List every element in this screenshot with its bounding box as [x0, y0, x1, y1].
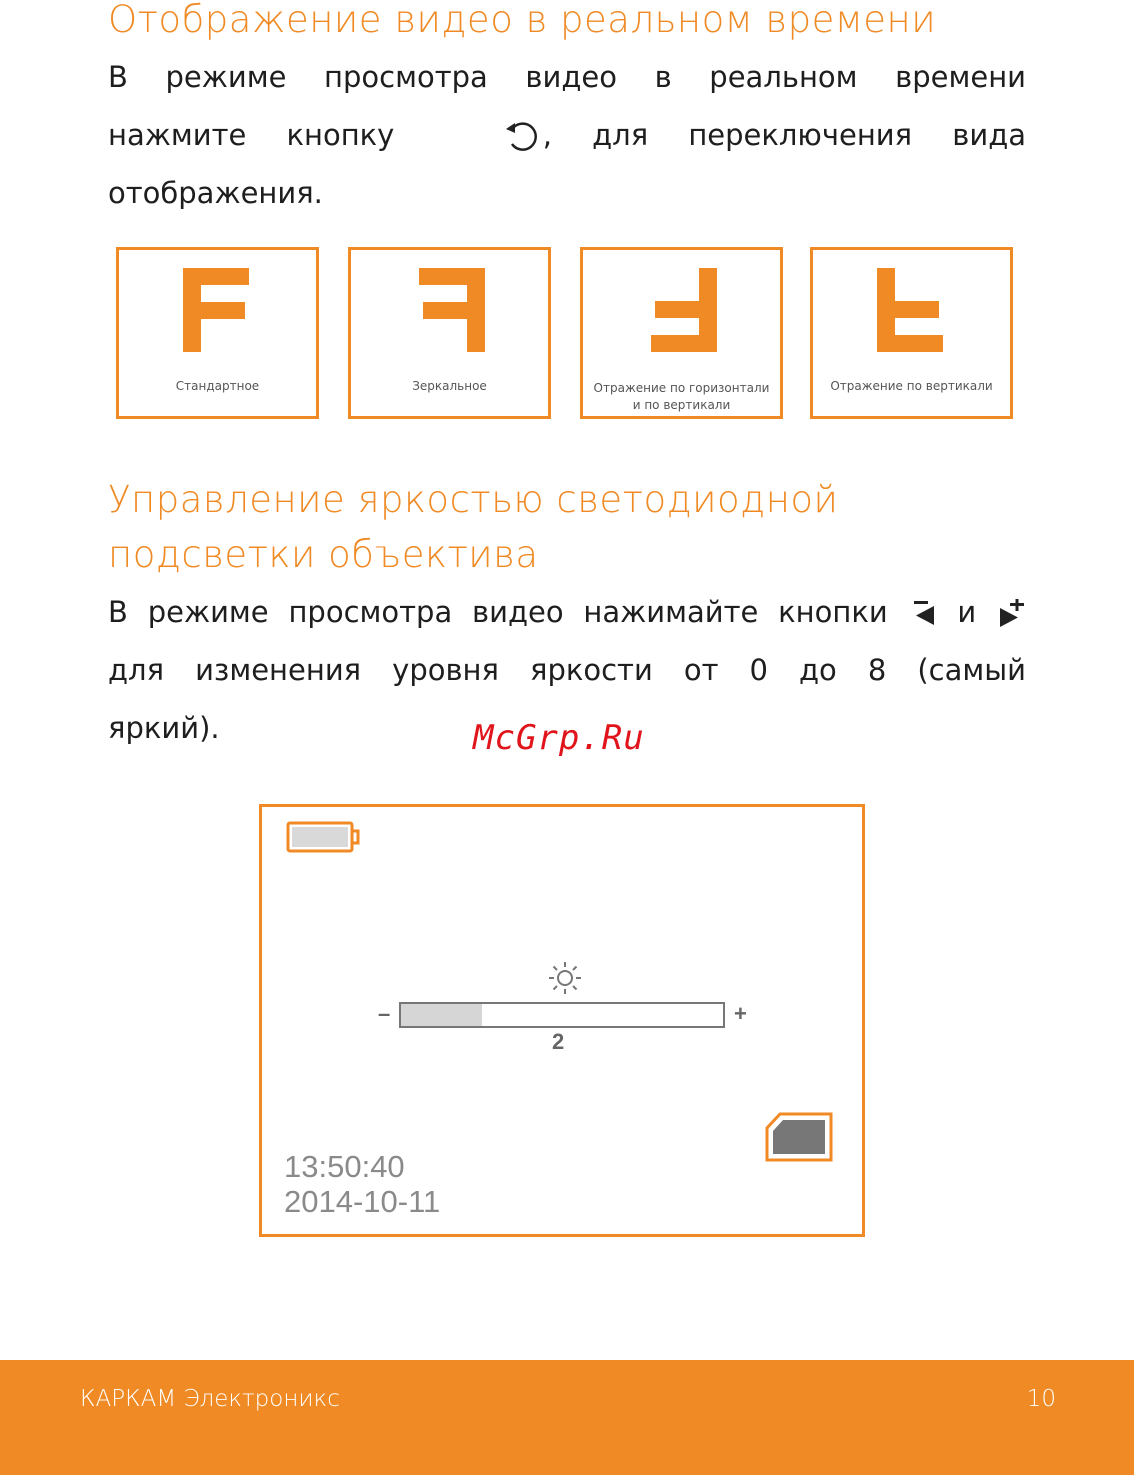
- letter-f-flip-vertical-icon: [877, 268, 947, 352]
- camera-screen: [259, 804, 865, 1237]
- page-number: 10: [1026, 1386, 1056, 1412]
- brightness-sun-icon: [547, 960, 583, 996]
- section-title-led-brightness: [108, 472, 838, 582]
- letter-f-standard-icon: [183, 268, 253, 352]
- section2-line-1: [108, 583, 1026, 641]
- mode-flip-vertical: [810, 247, 1013, 419]
- letter-f-flip-both-icon: [647, 268, 717, 352]
- rotate-icon: [503, 120, 543, 154]
- section1-line-1: В режиме просмотра видео в реальном времени: [108, 60, 1026, 94]
- section2-line-1-a: В режиме просмотра видео нажимайте кнопки: [108, 595, 888, 629]
- section1-line-2-a: нажмите кнопку: [108, 118, 395, 152]
- sd-card-icon: [764, 1111, 834, 1163]
- mode-label-flip-both-line2: и по вертикали: [632, 398, 731, 412]
- section2-title-line1: Управление яркостью светодиодной: [108, 478, 839, 521]
- section2-line-3: яркий).: [108, 711, 220, 745]
- mode-label-flip-vertical: Отражение по вертикали: [830, 379, 993, 393]
- page-footer: [0, 1360, 1134, 1475]
- mode-label-flip-both: [583, 380, 780, 414]
- section2-title-line2: подсветки объектива: [108, 533, 539, 576]
- section1-line-3: отображения.: [108, 176, 323, 210]
- overlay-date: 2014-10-11: [284, 1184, 441, 1219]
- brightness-value: 2: [552, 1029, 565, 1054]
- overlay-time: 13:50:40: [284, 1149, 405, 1184]
- brightness-plus-sign: +: [734, 1001, 747, 1026]
- mode-flip-both: [580, 247, 783, 419]
- mode-label-flip-both-line1: Отражение по горизонтали: [593, 381, 770, 395]
- section1-line-2-b: , для переключения вида: [542, 118, 1027, 152]
- mode-standard: [116, 247, 319, 419]
- letter-f-mirror-icon: [415, 268, 485, 352]
- battery-icon: [286, 821, 362, 853]
- brightness-up-icon: [996, 599, 1026, 629]
- footer-brand: КАРКАМ Электроникс: [80, 1386, 340, 1412]
- display-modes: [116, 247, 1019, 423]
- section1-line-2: [108, 106, 1026, 164]
- mode-mirror: [348, 247, 551, 419]
- brightness-minus-sign: –: [378, 1001, 391, 1026]
- brightness-bar-fill: [401, 1004, 482, 1026]
- brightness-down-icon: [908, 599, 938, 629]
- mode-label-standard: Стандартное: [175, 379, 260, 393]
- section2-line-1-b: и: [957, 595, 977, 629]
- watermark: McGrp.Ru: [473, 718, 645, 758]
- mode-label-mirror: Зеркальное: [412, 379, 487, 393]
- brightness-bar: [399, 1002, 725, 1028]
- section1-paragraph: [108, 48, 1026, 222]
- section2-line-2: для изменения уровня яркости от 0 до 8 (самый: [108, 653, 1026, 687]
- section-title-realtime-view: Отображение видео в реальном времени: [108, 0, 937, 41]
